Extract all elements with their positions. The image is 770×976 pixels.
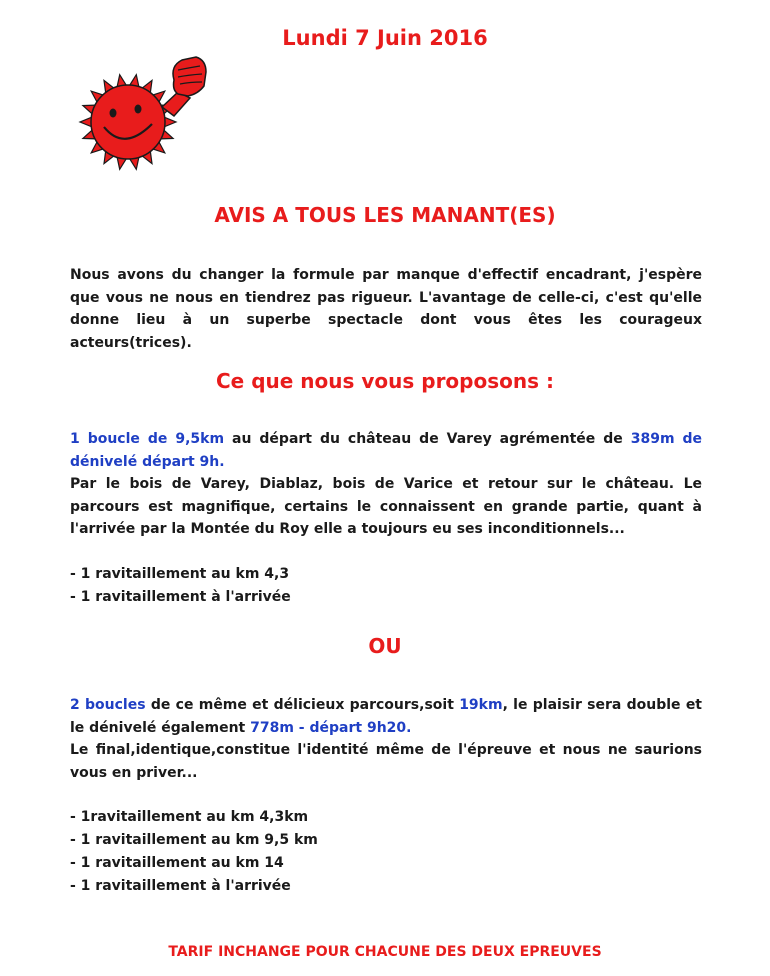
notice-title: AVIS A TOUS LES MANANT(ES) [214, 203, 556, 227]
red-sun-fist-icon [66, 52, 208, 178]
option1-text: au départ du château de Varey agrémentée de [224, 431, 631, 447]
list-item: - 1 ravitaillement au km 9,5 km [70, 832, 318, 848]
option2-text-2: , le plaisir sera double et le dénivelé également [70, 697, 703, 736]
list-item: - 1 ravitaillement au km 4,3 [70, 566, 290, 582]
option2-paragraph [70, 694, 702, 784]
list-item: - 1 ravitaillement à l'arrivée [70, 878, 291, 894]
or-separator: OU [368, 634, 402, 658]
option1-paragraph [70, 428, 702, 541]
page-date: Lundi 7 Juin 2016 [282, 26, 488, 50]
option2-text: de ce même et délicieux parcours,soit [145, 697, 460, 713]
price-notice: TARIF INCHANGE POUR CHACUNE DES DEUX EPREUVES [168, 944, 602, 960]
list-item: - 1 ravitaillement à l'arrivée [70, 589, 291, 605]
option2-description: Le final,identique,constitue l'identité même de l'épreuve et nous ne saurions vous en priver... [70, 742, 702, 781]
list-item: - 1ravitaillement au km 4,3km [70, 809, 309, 825]
option2-elevation: 778m - départ 9h20. [250, 719, 412, 736]
option1-loop: 1 boucle de 9,5km [70, 431, 225, 447]
section-title: Ce que nous vous proposons : [216, 369, 554, 393]
option2-distance: 19km [459, 697, 503, 713]
intro-paragraph: Nous avons du changer la formule par manque d'effectif encadrant, j'espère que vous ne nous en tiendrez pas rigueur. L'avantage de celle-ci, c'est qu'elle donne lieu à un superbe spectacle dont vous êtes les courageux acteurs(trices). [70, 267, 702, 351]
option2-loops: 2 boucles [70, 697, 146, 713]
option1-description: Par le bois de Varey, Diablaz, bois de Varice et retour sur le château. Le parcours est magnifique, certains le connaissent en grande partie, quant à l'arrivée par la Montée du Roy elle a toujours eu ses inconditionnels... [70, 476, 702, 537]
option1-elevation: 389m de dénivelé départ 9h. [70, 431, 703, 470]
option1-supplies [70, 563, 291, 609]
list-item: - 1 ravitaillement au km 14 [70, 855, 284, 871]
option2-supplies [70, 806, 318, 898]
